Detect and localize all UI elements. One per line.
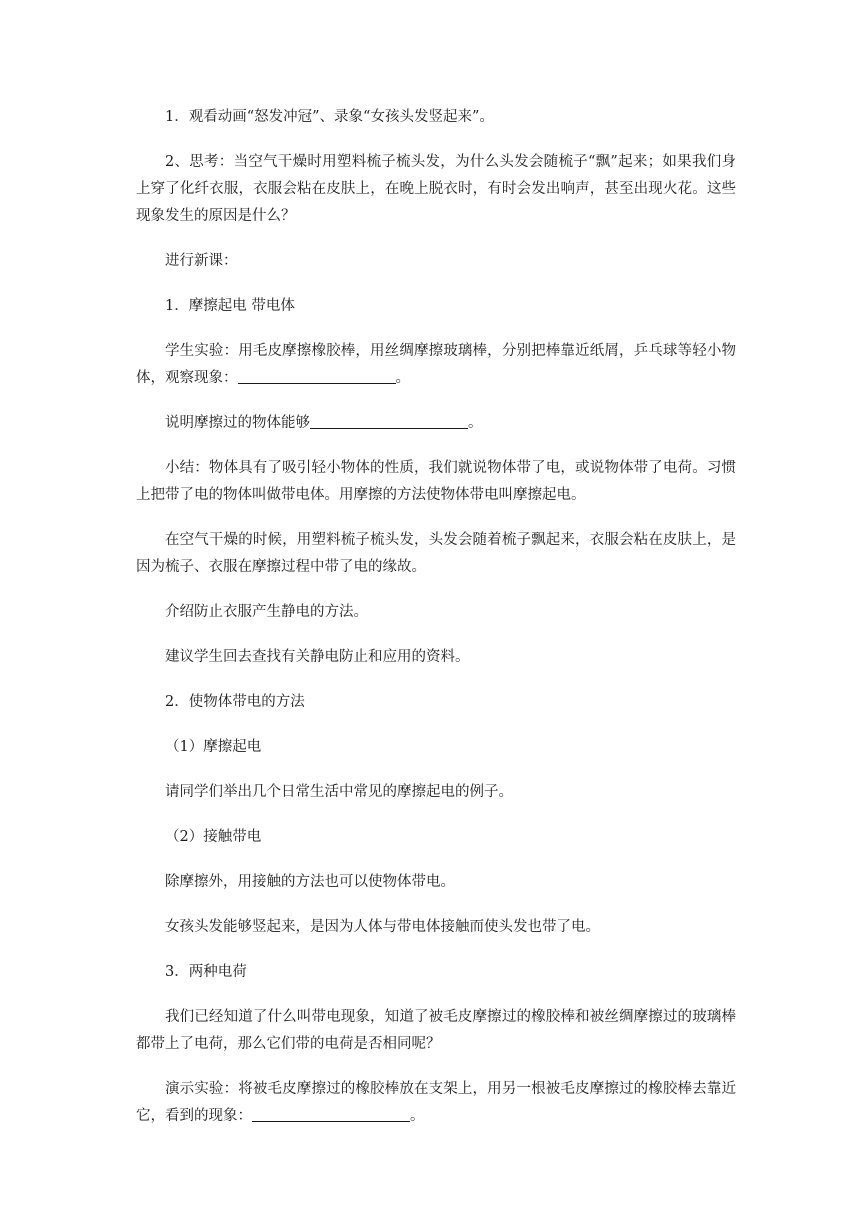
paragraph-demo-experiment (136, 1076, 736, 1130)
paragraph-research-suggestion (136, 644, 736, 671)
paragraph-new-lesson (136, 248, 736, 275)
paragraph-text: 在空气干燥的时候，用塑料梳子梳头发，头发会随着梳子飘起来，衣服会粘在皮肤上，是因为梳子、衣服在摩擦过程中带了电的缘故。 (136, 532, 736, 575)
paragraph-text: 介绍防止衣服产生静电的方法。 (165, 604, 368, 620)
paragraph-dry-air-example (136, 527, 736, 581)
paragraph-prevent-static (136, 599, 736, 626)
paragraph-text: 2、思考：当空气干燥时用塑料梳子梳头发，为什么头发会随梳子“飘”起来；如果我们身上穿了化纤衣服，衣服会粘在皮肤上，在晚上脱衣时，有时会发出响声，甚至出现火花。这些现象发生的原因是什么？ (136, 154, 736, 224)
paragraph-student-experiment (136, 338, 736, 392)
paragraph-text: 1．观看动画“怒发冲冠”、录象“女孩头发竖起来”。 (165, 109, 494, 125)
heading-text: 1．摩擦起电 带电体 (165, 298, 295, 314)
paragraph-text: 我们已经知道了什么叫带电现象，知道了被毛皮摩擦过的橡胶棒和被丝绸摩擦过的玻璃棒都带上了电荷，那么它们带的电荷是否相同呢？ (136, 1009, 736, 1052)
paragraph-text: 女孩头发能够竖起来，是因为人体与带电体接触而使头发也带了电。 (165, 919, 600, 935)
paragraph-contact-method (136, 869, 736, 896)
paragraph-text: 说明摩擦过的物体能够 (165, 415, 310, 431)
subheading-friction (136, 734, 736, 761)
paragraph-explain-rubbed-objects (136, 410, 736, 437)
heading-text: 2．使物体带电的方法 (165, 694, 305, 710)
paragraph-text: 。 (468, 415, 483, 431)
fill-in-blank-observation[interactable] (238, 367, 396, 384)
paragraph-text: 建议学生回去查找有关静电防止和应用的资料。 (165, 649, 470, 665)
paragraph-intro-animation (136, 104, 736, 131)
paragraph-text: 。 (410, 1108, 425, 1124)
paragraph-girl-hair (136, 914, 736, 941)
paragraph-text: 学生实验：用毛皮摩擦橡胶棒，用丝绸摩擦玻璃棒，分别把棒靠近纸屑，乒乓球等轻小物体，观察现象： (136, 343, 736, 386)
paragraph-text: 演示实验：将被毛皮摩擦过的橡胶棒放在支架上，用另一根被毛皮摩擦过的橡胶棒去靠近它，看到的现象： (136, 1081, 736, 1124)
section-heading-two-charges (136, 959, 736, 986)
section-heading-friction-electrification (136, 293, 736, 320)
heading-text: （1）摩擦起电 (165, 739, 262, 755)
subheading-contact (136, 824, 736, 851)
paragraph-examples-request (136, 779, 736, 806)
paragraph-text: 小结：物体具有了吸引轻小物体的性质，我们就说物体带了电，或说物体带了电荷。习惯上把带了电的物体叫做带电体。用摩擦的方法使物体带电叫摩擦起电。 (136, 460, 736, 503)
paragraph-text: 。 (395, 370, 410, 386)
paragraph-charge-question (136, 1004, 736, 1058)
fill-in-blank-phenomenon[interactable] (252, 1105, 410, 1122)
paragraph-thinking-question (136, 149, 736, 230)
paragraph-text: 请同学们举出几个日常生活中常见的摩擦起电的例子。 (165, 784, 513, 800)
paragraph-text: 除摩擦外，用接触的方法也可以使物体带电。 (165, 874, 455, 890)
fill-in-blank-ability[interactable] (310, 412, 468, 429)
section-heading-charging-methods (136, 689, 736, 716)
paragraph-text: 进行新课： (165, 253, 238, 269)
heading-text: 3．两种电荷 (165, 964, 247, 980)
document-body (136, 104, 736, 1148)
paragraph-summary (136, 455, 736, 509)
heading-text: （2）接触带电 (165, 829, 262, 845)
